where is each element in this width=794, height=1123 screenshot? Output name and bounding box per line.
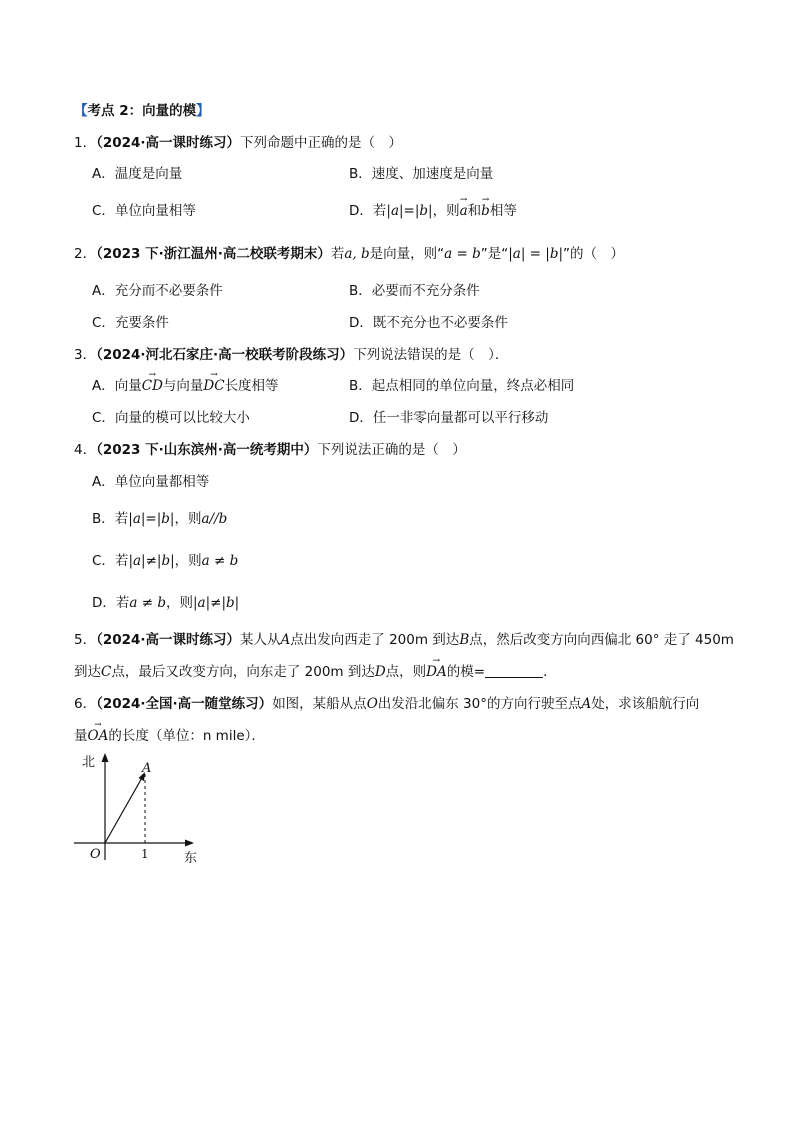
question-2-stem: 2．（2023 下·浙江温州·高二校联考期末）若a, b是向量，则“a = b”是“|a| = |b|”的（ ） (74, 246, 625, 262)
question-4-option-d[interactable]: D．若a ≠ b，则|a|≠|b| (92, 595, 240, 611)
question-3-option-b[interactable]: B．起点相同的单位向量，终点必相同 (349, 378, 575, 394)
question-1-stem: 1．（2024·高一课时练习）下列命题中正确的是（ ） (74, 135, 403, 151)
question-4-option-a[interactable]: A．单位向量都相等 (92, 474, 210, 490)
question-6-line-1: 6．（2024·全国·高一随堂练习）如图，某船从点O出发沿北偏东 30°的方向行驶至点A处，求该船航行向 (74, 696, 700, 712)
north-arrowhead (102, 753, 109, 762)
question-3-option-a[interactable]: A．向量→ CD与向量→ DC长度相等 (92, 377, 279, 395)
section-heading: 【考点 2：向量的模】 (74, 103, 210, 119)
question-4-option-b[interactable]: B．若|a|=|b|，则a//b (92, 511, 228, 527)
question-1-option-b[interactable]: B．速度、加速度是向量 (349, 166, 494, 182)
question-2-option-d[interactable]: D．既不充分也不必要条件 (349, 315, 508, 331)
north-label: 北 (82, 755, 96, 770)
tick-label: 1 (141, 847, 149, 861)
answer-blank[interactable] (485, 663, 543, 678)
east-arrowhead (185, 840, 194, 847)
question-6-line-2: 量→ OA的长度（单位：n mile）． (74, 727, 265, 745)
question-4-stem: 4．（2023 下·山东滨州·高一统考期中）下列说法正确的是（ ） (74, 442, 466, 458)
question-5-line-1: 5．（2024·高一课时练习）某人从A点出发向西走了 200m 到达B点，然后改变方向向西偏北 60° 走了 450m (74, 632, 734, 648)
question-3-option-c[interactable]: C．向量的模可以比较大小 (92, 410, 250, 426)
question-1-option-c[interactable]: C．单位向量相等 (92, 203, 196, 219)
question-2-option-c[interactable]: C．充要条件 (92, 315, 169, 331)
question-5-line-2: 到达C点，最后又改变方向，向东走了 200m 到达D点，则→ DA的模= ． (74, 663, 557, 681)
question-1-option-a[interactable]: A．温度是向量 (92, 166, 183, 182)
question-4-option-c[interactable]: C．若|a|≠|b|，则a ≠ b (92, 553, 239, 569)
question-3-stem: 3．（2024·河北石家庄·高一校联考阶段练习）下列说法错误的是（ ）． (74, 347, 509, 363)
question-2-option-b[interactable]: B．必要而不充分条件 (349, 283, 480, 299)
east-label: 东 (184, 851, 198, 866)
direction-figure (70, 750, 210, 870)
origin-label: O (90, 847, 101, 862)
question-1-option-d[interactable]: D．若|a|=|b|，则→ a和→ b相等 (349, 202, 517, 220)
vector-oa (105, 776, 143, 843)
question-3-option-d[interactable]: D．任一非零向量都可以平行移动 (349, 410, 549, 426)
question-2-option-a[interactable]: A．充分而不必要条件 (92, 283, 223, 299)
point-a-label: A (142, 761, 152, 776)
